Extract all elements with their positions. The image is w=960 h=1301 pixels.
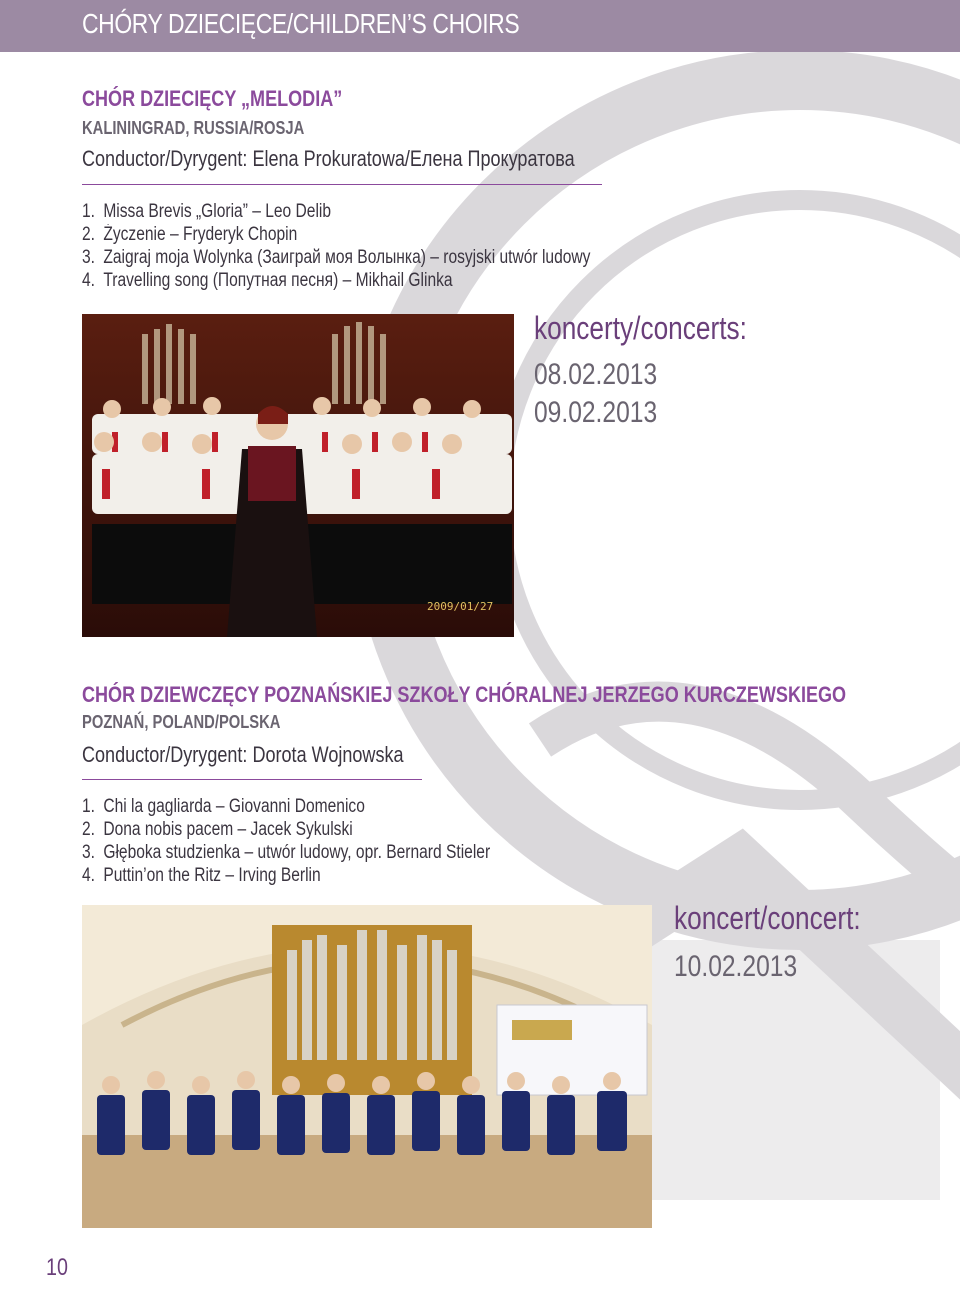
item-number: 1. — [82, 201, 96, 222]
header-bar — [0, 0, 960, 52]
page-header-title: CHÓRY DZIECIĘCE/CHILDREN’S CHOIRS — [82, 8, 520, 39]
concert-date-text: 09.02.2013 — [534, 396, 658, 429]
choir2-photo-image — [82, 905, 652, 1228]
concerts-label-text: koncerty/concerts: — [534, 310, 747, 346]
choir1-name-text: CHÓR DZIECIĘCY „MELODIA” — [82, 86, 343, 111]
item-text: Travelling song (Попутная песня) – Mikhail Glinka — [103, 270, 453, 291]
item-number: 4. — [82, 270, 96, 291]
choir2-name-text: CHÓR DZIEWCZĘCY POZNAŃSKIEJ SZKOŁY CHÓRALNEJ JERZEGO KURCZEWSKIEGO — [82, 682, 847, 707]
list-item — [82, 864, 580, 887]
choir1-divider — [82, 184, 602, 185]
item-text: Chi la gagliarda – Giovanni Domenico — [103, 796, 365, 817]
list-item — [82, 269, 702, 292]
choir2-repertoire-list — [82, 795, 580, 887]
concert-date — [534, 358, 684, 392]
item-text: Życzenie – Fryderyk Chopin — [103, 224, 298, 245]
item-text: Głęboka studzienka – utwór ludowy, opr. Bernard Stieler — [103, 842, 491, 863]
item-number: 2. — [82, 224, 96, 245]
list-item — [82, 200, 702, 223]
choir2-photo — [82, 905, 652, 1228]
list-item — [82, 246, 702, 269]
choir1-conductor — [82, 146, 683, 172]
item-text: Zaigraj moja Wolynka (Заиграй моя Волынка) – rosyjski utwór ludowy — [103, 247, 591, 268]
choir1-name — [82, 86, 399, 112]
list-item — [82, 818, 580, 841]
item-text: Missa Brevis „Gloria” – Leo Delib — [103, 201, 332, 222]
choir2-divider — [82, 779, 422, 780]
concert-label-text: koncert/concert: — [674, 900, 861, 936]
item-number: 3. — [82, 247, 96, 268]
choir1-photo — [82, 314, 514, 637]
concert-date-text: 08.02.2013 — [534, 358, 658, 391]
concert-date-text: 10.02.2013 — [674, 950, 798, 983]
choir2-conductor-text: Conductor/Dyrygent: Dorota Wojnowska — [82, 742, 404, 767]
list-item — [82, 795, 580, 818]
page-number-text: 10 — [46, 1254, 68, 1281]
choir2-location — [82, 712, 324, 733]
choir2-conductor — [82, 742, 474, 768]
choir1-location — [82, 118, 353, 139]
item-number: 3. — [82, 842, 96, 863]
choir1-repertoire-list — [82, 200, 702, 292]
choir1-photo-image — [82, 314, 514, 637]
photo-date-stamp: 2009/01/27 — [427, 600, 494, 613]
page-number — [46, 1254, 73, 1282]
item-text: Puttin’on the Ritz – Irving Berlin — [103, 865, 321, 886]
choir1-location-text: KALININGRAD, RUSSIA/ROSJA — [82, 118, 305, 138]
concert-date — [534, 396, 684, 430]
choir1-conductor-text: Conductor/Dyrygent: Elena Prokuratowa/Елена Прокуратова — [82, 146, 575, 171]
item-number: 4. — [82, 865, 96, 886]
list-item — [82, 223, 702, 246]
choir1-concerts-label — [534, 310, 794, 347]
choir2-concert-label — [674, 900, 902, 937]
item-text: Dona nobis pacem – Jacek Sykulski — [103, 819, 353, 840]
item-number: 1. — [82, 796, 96, 817]
list-item — [82, 841, 580, 864]
item-number: 2. — [82, 819, 96, 840]
choir2-location-text: POZNAŃ, POLAND/POLSKA — [82, 712, 281, 732]
concert-date — [674, 950, 824, 984]
choir2-name — [82, 682, 960, 708]
